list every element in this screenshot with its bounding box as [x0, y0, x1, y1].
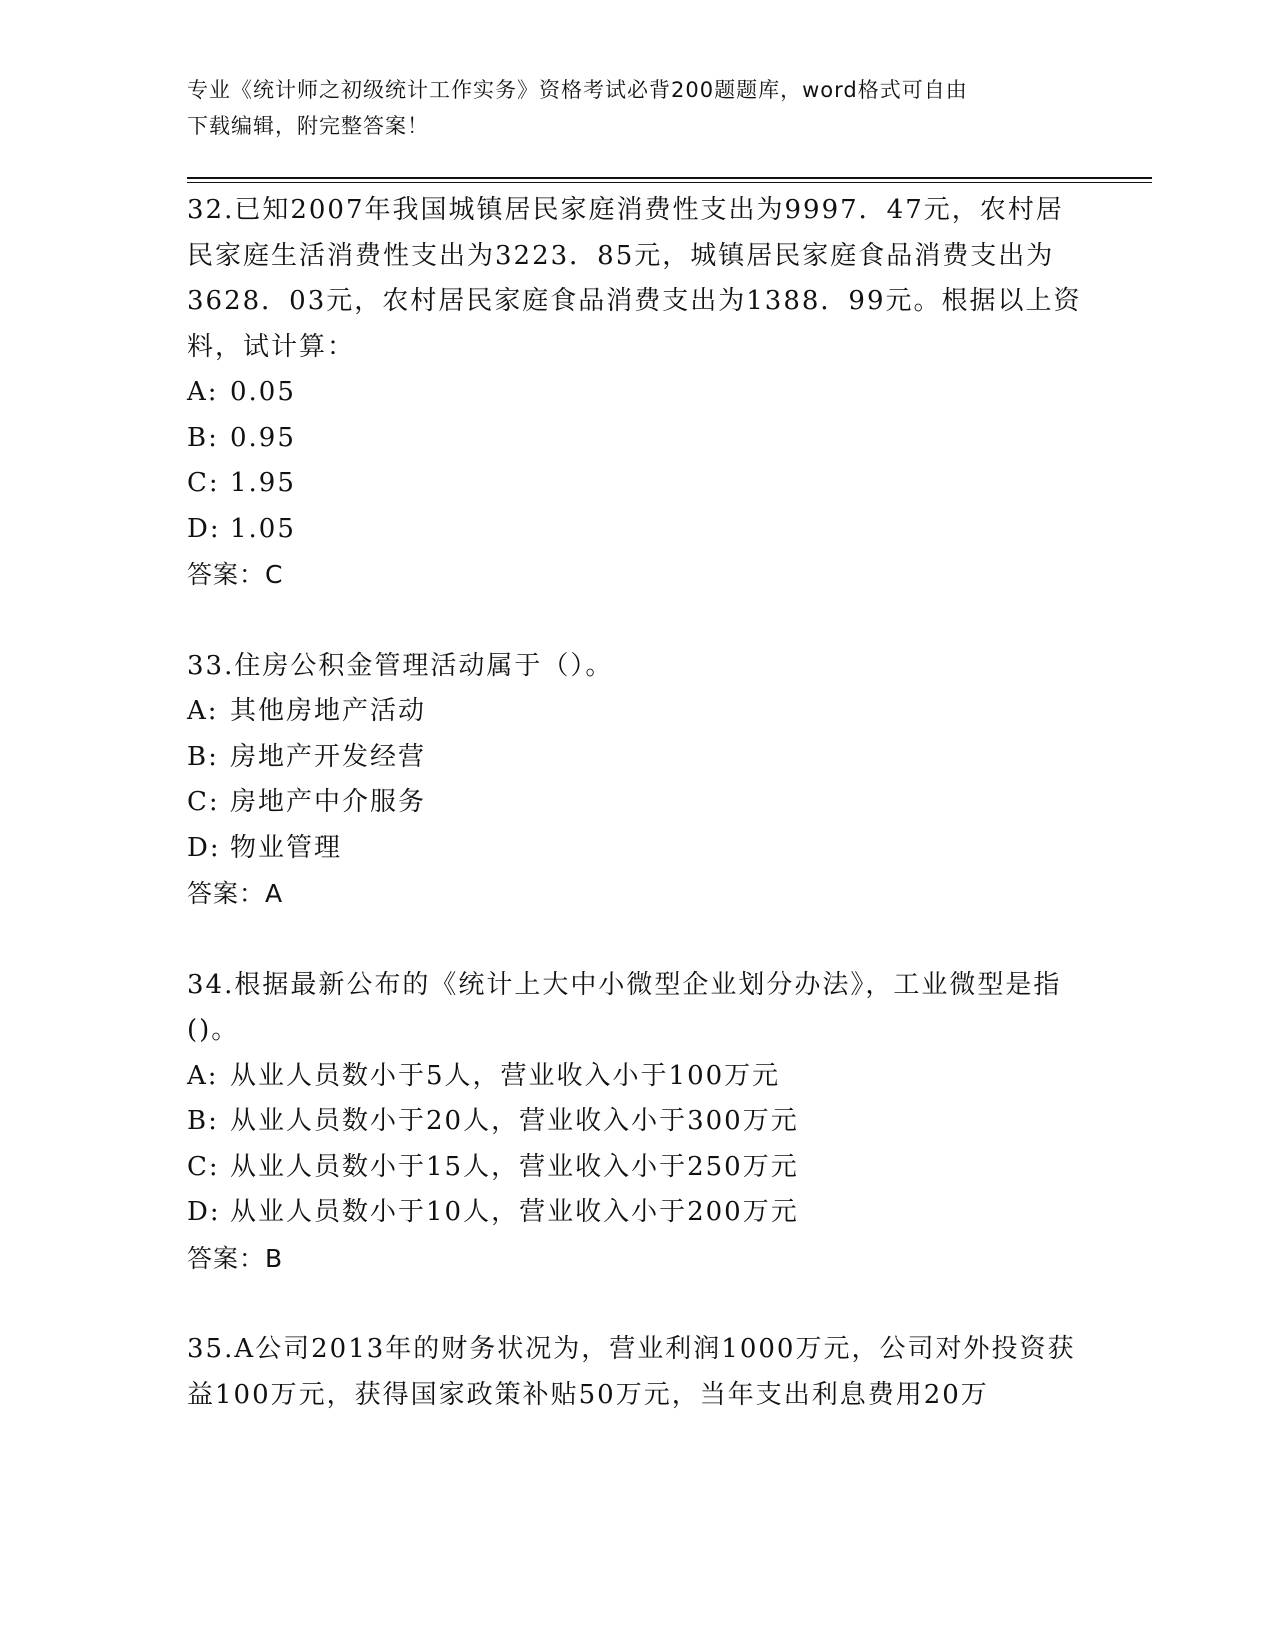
header-divider-thin [187, 182, 1152, 183]
header-line-1: 专业《统计师之初级统计工作实务》资格考试必背200题题库，word格式可自由 [187, 78, 968, 102]
option-b [187, 1099, 1087, 1145]
option-text: 从业人员数小于5人，营业收入小于100万元 [230, 1060, 781, 1091]
option-text: 房地产开发经营 [230, 741, 427, 772]
question-stem: 35.A公司2013年的财务状况为，营业利润1000万元，公司对外投资获益100万元，获得国家政策补贴50万元，当年支出利息费用20万 [187, 1334, 1076, 1410]
option-letter: A: [187, 696, 219, 726]
question-33 [187, 644, 1087, 917]
option-text: 物业管理 [230, 832, 343, 863]
answer-line: 答案：B [187, 1243, 284, 1273]
option-letter: D: [187, 513, 221, 544]
document-header [187, 72, 1087, 144]
option-d [187, 826, 1087, 872]
option-a [187, 370, 1087, 416]
option-letter: D: [187, 1197, 221, 1227]
option-b [187, 416, 1087, 462]
option-letter: D: [187, 832, 221, 863]
question-35 [187, 1327, 1087, 1418]
option-text: 1.95 [230, 468, 296, 498]
option-letter: B: [187, 422, 219, 453]
answer-line: 答案：A [187, 879, 284, 908]
option-text: 0.05 [230, 377, 296, 407]
header-line-2: 下载编辑，附完整答案！ [187, 114, 429, 138]
option-text: 0.95 [230, 422, 296, 453]
answer-line: 答案：C [187, 560, 284, 589]
option-letter: A: [187, 1060, 219, 1091]
option-text: 1.05 [230, 513, 296, 544]
question-list [187, 188, 1087, 1464]
option-c [187, 461, 1087, 507]
question-stem: 32.已知2007年我国城镇居民家庭消费性支出为9997．47元，农村居民家庭生活消费性支出为3223．85元，城镇居民家庭食品消费支出为3628．03元，农村居民家庭食品消费支出为1388．99元。根据以上资料，试计算： [187, 195, 1082, 362]
option-letter: A: [187, 377, 219, 407]
option-letter: C: [187, 1151, 220, 1182]
question-34 [187, 963, 1087, 1282]
option-text: 从业人员数小于15人，营业收入小于250万元 [230, 1151, 799, 1182]
option-letter: B: [187, 1106, 219, 1136]
question-stem: 33.住房公积金管理活动属于（）。 [187, 650, 614, 681]
option-text: 其他房地产活动 [230, 696, 427, 726]
option-c [187, 780, 1087, 826]
option-letter: C: [187, 787, 220, 817]
option-letter: B: [187, 741, 219, 772]
option-text: 房地产中介服务 [230, 787, 427, 817]
option-b [187, 735, 1087, 781]
option-a [187, 1054, 1087, 1100]
header-divider-thick [187, 177, 1152, 179]
option-letter: C: [187, 468, 220, 498]
option-d [187, 507, 1087, 553]
option-text: 从业人员数小于10人，营业收入小于200万元 [230, 1197, 799, 1227]
question-stem: 34.根据最新公布的《统计上大中小微型企业划分办法》，工业微型是指()。 [187, 969, 1062, 1045]
question-32 [187, 188, 1087, 598]
option-c [187, 1145, 1087, 1191]
option-text: 从业人员数小于20人，营业收入小于300万元 [230, 1106, 799, 1136]
option-d [187, 1190, 1087, 1236]
option-a [187, 689, 1087, 735]
